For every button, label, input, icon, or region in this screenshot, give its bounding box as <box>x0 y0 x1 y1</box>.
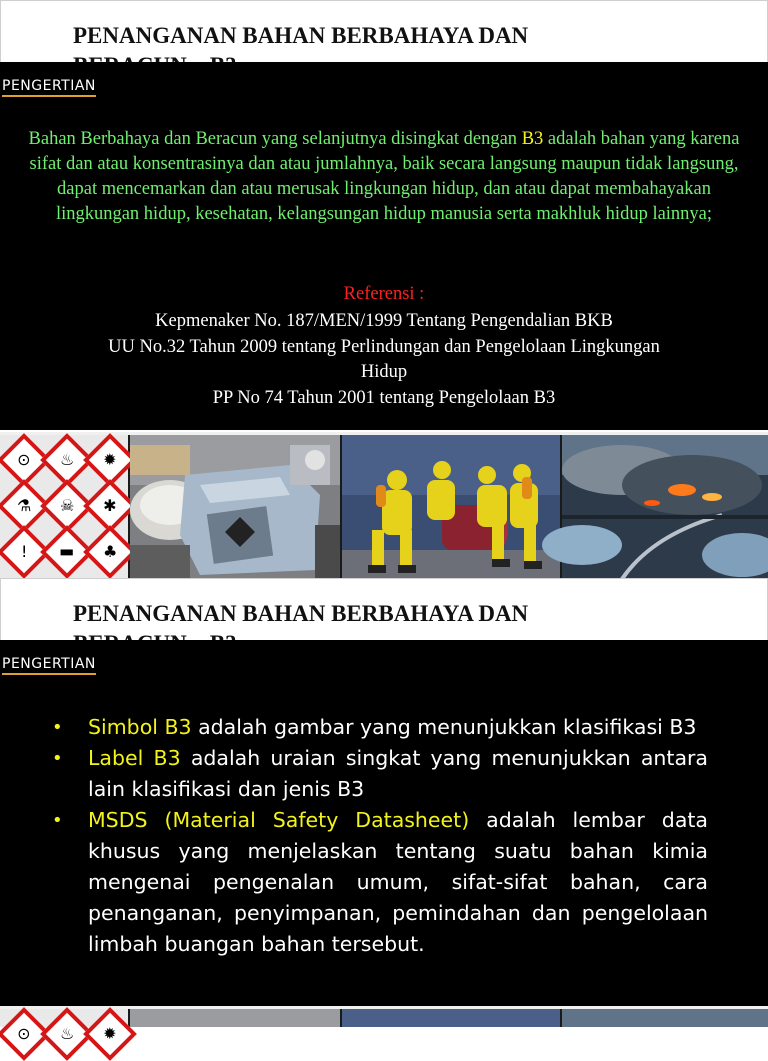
skull-crossbones-icon: ☠ <box>40 479 94 533</box>
reference-label: Referensi : <box>343 284 425 304</box>
definition-bullet-list <box>50 712 708 960</box>
slide-title-bar <box>0 0 768 63</box>
image-strip <box>0 432 768 579</box>
flame-over-circle-icon: ⊙ <box>0 433 51 487</box>
reference-item: UU No.32 Tahun 2009 tentang Perlindungan dan Pengelolaan Lingkungan Hidup <box>108 336 660 382</box>
flame-over-circle-icon: ⊙ <box>0 1007 51 1061</box>
slide-title: PENANGANAN BAHAN BERBAHAYA DAN <box>73 23 529 48</box>
hazard-pictogram-grid <box>0 1009 128 1043</box>
bullet-text: adalah uraian singkat yang menunjukkan antara lain klasifikasi dan jenis B3 <box>88 746 708 801</box>
exclamation-mark-icon: ! <box>0 525 51 579</box>
bullet-term: Label B3 <box>88 746 181 770</box>
bullet-text: adalah lembar data khusus yang menjelaskan tentang suatu bahan kimia mengenai pengenalan umum, sifat-sifat bahan, cara penanganan, penyimpanan, pemindahan dan pengelolaan limbah buangan bahan tersebut. <box>88 808 708 956</box>
list-item <box>50 743 708 805</box>
gas-cylinder-icon: ▬ <box>40 525 94 579</box>
flame-icon: ♨ <box>40 1007 94 1061</box>
slide-1 <box>0 0 768 432</box>
exploding-bomb-icon: ✹ <box>83 433 137 487</box>
bullet-term: MSDS (Material Safety Datasheet) <box>88 808 470 832</box>
health-hazard-icon: ✱ <box>83 479 137 533</box>
slide-title-bar <box>0 578 768 641</box>
definition-text-start: Bahan Berbahaya dan Beracun yang selanjutnya disingkat dengan <box>28 129 522 149</box>
bullet-icon: • <box>52 810 63 831</box>
image-strip-2 <box>0 1006 768 1043</box>
corrosion-icon: ⚗ <box>0 479 51 533</box>
reference-item: Kepmenaker No. 187/MEN/1999 Tentang Pengendalian BKB <box>155 311 613 331</box>
definition-text-end: adalah bahan yang karena sifat dan atau konsentrasinya dan atau jumlahnya, baik secara langsung maupun tidak langsung, dapat mencemarkan dan atau merusak lingkungan hidup, dan atau dapat membahayakan lingkungan hidup, kesehatan, kelangsungan hidup manusia serta makhluk hidup lainnya; <box>29 129 740 224</box>
exploding-bomb-icon: ✹ <box>83 1007 137 1061</box>
burning-landscape-photo <box>562 435 768 579</box>
hazard-pictogram-grid <box>0 435 128 579</box>
definition-paragraph <box>24 127 744 227</box>
definition-highlight: B3 <box>521 129 544 149</box>
list-item <box>50 712 708 743</box>
bullet-icon: • <box>52 748 63 769</box>
slide-2 <box>0 578 768 1006</box>
slide-title: PENANGANAN BAHAN BERBAHAYA DAN <box>73 601 529 626</box>
hazmat-team-photo <box>342 435 560 579</box>
reference-item: PP No 74 Tahun 2001 tentang Pengelolaan B3 <box>212 387 556 408</box>
bullet-term: Simbol B3 <box>88 715 192 739</box>
burning-landscape-photo <box>562 1009 768 1027</box>
slide-body <box>0 640 768 1006</box>
slide-body <box>0 62 768 430</box>
flame-icon: ♨ <box>40 433 94 487</box>
bullet-icon: • <box>52 717 63 738</box>
section-tag: PENGERTIAN <box>2 656 96 675</box>
hazmat-team-photo <box>342 1009 560 1027</box>
bullet-text: adalah gambar yang menunjukkan klasifikasi B3 <box>191 715 697 739</box>
reference-list <box>84 309 684 411</box>
chemical-containers-photo <box>130 1009 340 1027</box>
environment-icon: ♣ <box>83 525 137 579</box>
list-item <box>50 805 708 960</box>
section-tag: PENGERTIAN <box>2 78 96 97</box>
chemical-containers-photo <box>130 435 340 579</box>
